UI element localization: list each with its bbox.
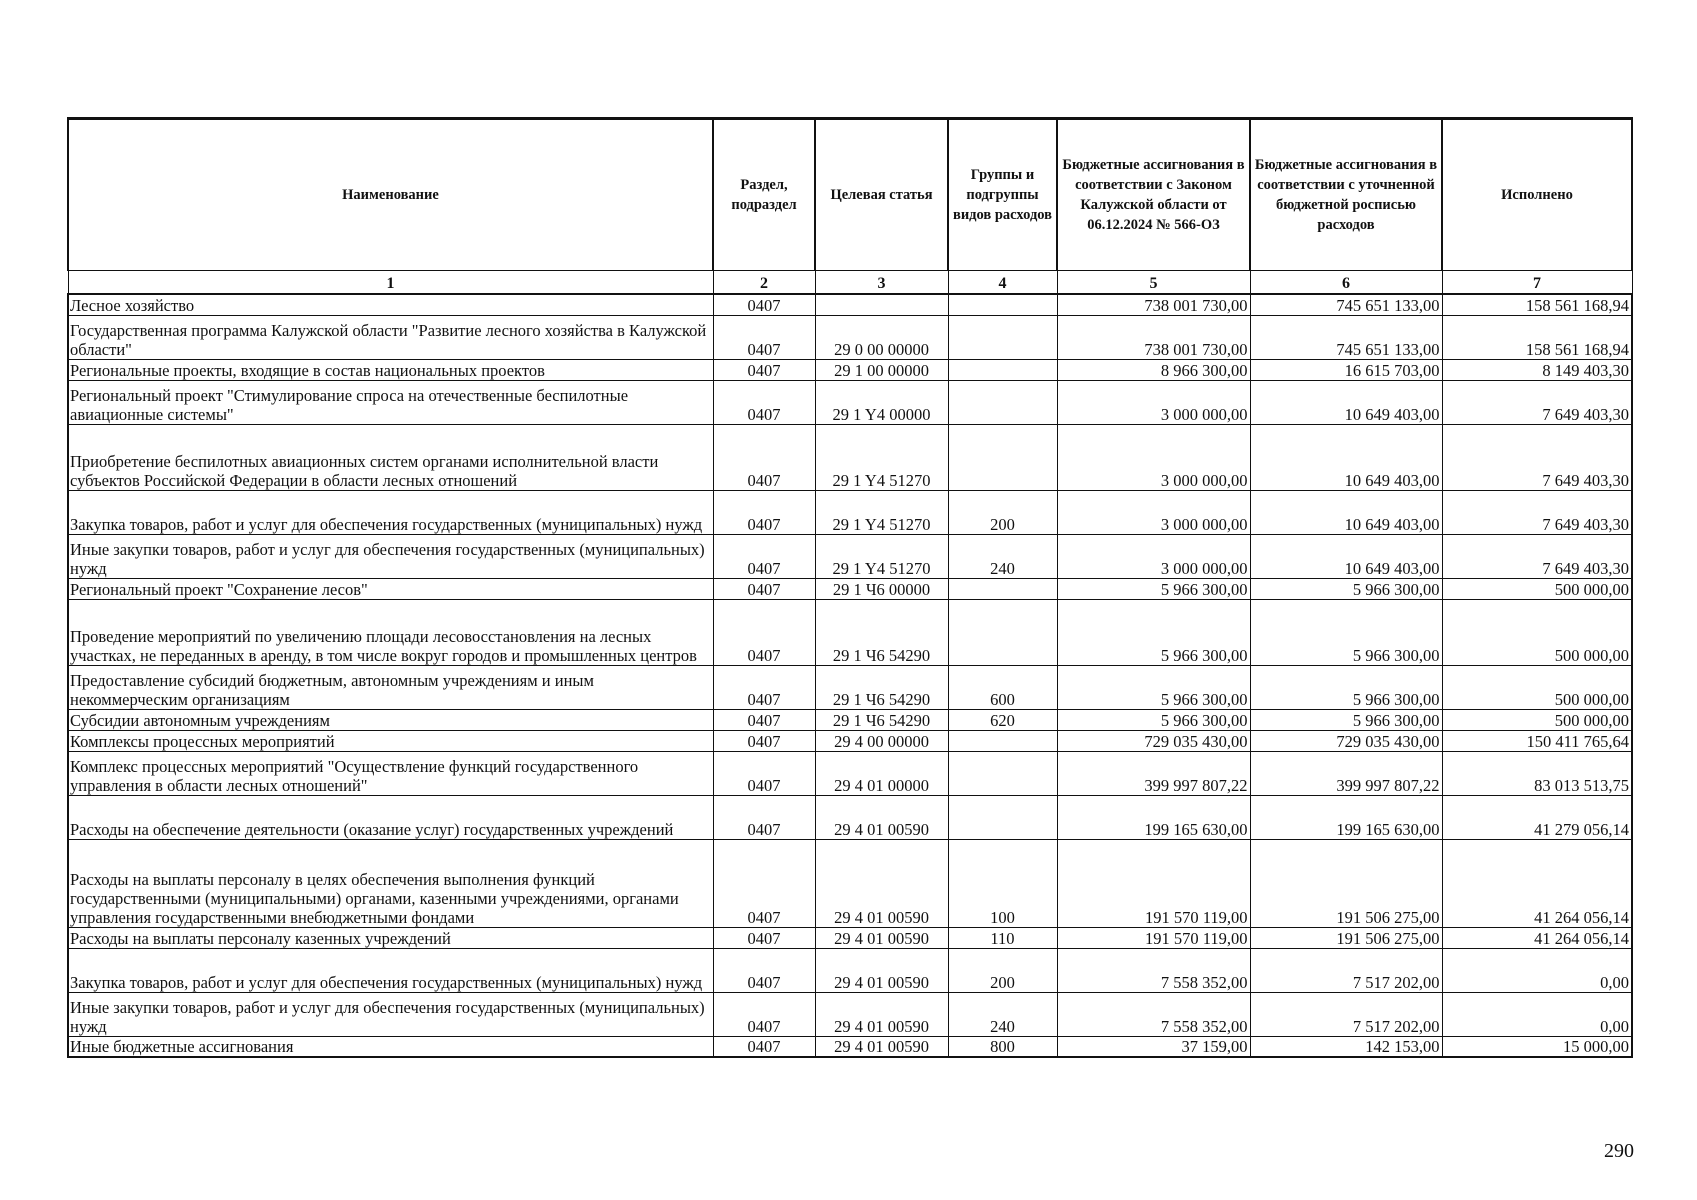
row-target-article-cell: 29 4 01 00000 — [815, 751, 948, 795]
header-target-article: Целевая статья — [815, 119, 948, 271]
row-section-cell: 0407 — [713, 534, 815, 578]
column-number: 7 — [1442, 271, 1632, 295]
row-target-article-cell: 29 1 Y4 00000 — [815, 380, 948, 424]
table-row — [68, 315, 1632, 359]
row-expense-type-cell: 100 — [948, 839, 1057, 927]
page-number: 290 — [1604, 1140, 1634, 1162]
row-target-article-cell: 29 1 Ч6 00000 — [815, 578, 948, 599]
row-expense-type-cell: 200 — [948, 948, 1057, 992]
row-expense-type-cell: 620 — [948, 709, 1057, 730]
row-section-cell: 0407 — [713, 315, 815, 359]
row-target-article-cell — [815, 294, 948, 315]
row-name-cell: Иные бюджетные ассигнования — [68, 1036, 713, 1057]
row-section-cell: 0407 — [713, 751, 815, 795]
row-target-article-cell: 29 0 00 00000 — [815, 315, 948, 359]
row-refined-amount-cell: 745 651 133,00 — [1250, 315, 1442, 359]
table-row — [68, 359, 1632, 380]
row-target-article-cell: 29 4 01 00590 — [815, 948, 948, 992]
row-executed-amount-cell: 150 411 765,64 — [1442, 730, 1632, 751]
row-law-amount-cell: 199 165 630,00 — [1057, 795, 1250, 839]
row-name-cell: Расходы на обеспечение деятельности (оказание услуг) государственных учреждений — [68, 795, 713, 839]
column-number-row — [68, 271, 1632, 295]
row-name-cell: Иные закупки товаров, работ и услуг для обеспечения государственных (муниципальных) нужд — [68, 992, 713, 1036]
row-executed-amount-cell: 83 013 513,75 — [1442, 751, 1632, 795]
row-expense-type-cell: 110 — [948, 927, 1057, 948]
row-refined-amount-cell: 5 966 300,00 — [1250, 709, 1442, 730]
header-law-allocations: Бюджетные ассигнования в соответствии с Законом Калужской области от 06.12.2024 № 566-ОЗ — [1057, 119, 1250, 271]
row-refined-amount-cell: 7 517 202,00 — [1250, 948, 1442, 992]
row-expense-type-cell: 800 — [948, 1036, 1057, 1057]
row-law-amount-cell: 191 570 119,00 — [1057, 927, 1250, 948]
header-name: Наименование — [68, 119, 713, 271]
row-refined-amount-cell: 10 649 403,00 — [1250, 534, 1442, 578]
table-row — [68, 578, 1632, 599]
row-name-cell: Комплекс процессных мероприятий "Осуществление функций государственного управления в области лесных отношений" — [68, 751, 713, 795]
row-law-amount-cell: 7 558 352,00 — [1057, 992, 1250, 1036]
row-executed-amount-cell: 41 264 056,14 — [1442, 839, 1632, 927]
table-row — [68, 927, 1632, 948]
table-row — [68, 534, 1632, 578]
row-expense-type-cell: 240 — [948, 992, 1057, 1036]
row-law-amount-cell: 3 000 000,00 — [1057, 424, 1250, 490]
row-law-amount-cell: 37 159,00 — [1057, 1036, 1250, 1057]
row-executed-amount-cell: 500 000,00 — [1442, 599, 1632, 665]
row-target-article-cell: 29 1 Ч6 54290 — [815, 709, 948, 730]
row-law-amount-cell: 738 001 730,00 — [1057, 294, 1250, 315]
row-law-amount-cell: 7 558 352,00 — [1057, 948, 1250, 992]
row-expense-type-cell: 200 — [948, 490, 1057, 534]
row-section-cell: 0407 — [713, 599, 815, 665]
row-name-cell: Иные закупки товаров, работ и услуг для обеспечения государственных (муниципальных) нужд — [68, 534, 713, 578]
table-row — [68, 839, 1632, 927]
row-law-amount-cell: 3 000 000,00 — [1057, 380, 1250, 424]
table-row — [68, 599, 1632, 665]
column-number: 3 — [815, 271, 948, 295]
row-section-cell: 0407 — [713, 927, 815, 948]
row-target-article-cell: 29 1 Y4 51270 — [815, 424, 948, 490]
row-law-amount-cell: 5 966 300,00 — [1057, 599, 1250, 665]
row-law-amount-cell: 399 997 807,22 — [1057, 751, 1250, 795]
row-section-cell: 0407 — [713, 578, 815, 599]
row-name-cell: Региональный проект "Сохранение лесов" — [68, 578, 713, 599]
row-target-article-cell: 29 4 01 00590 — [815, 839, 948, 927]
row-name-cell: Предоставление субсидий бюджетным, автономным учреждениям и иным некоммерческим организациям — [68, 665, 713, 709]
row-executed-amount-cell: 41 279 056,14 — [1442, 795, 1632, 839]
column-number: 4 — [948, 271, 1057, 295]
row-law-amount-cell: 5 966 300,00 — [1057, 665, 1250, 709]
row-executed-amount-cell: 8 149 403,30 — [1442, 359, 1632, 380]
row-refined-amount-cell: 16 615 703,00 — [1250, 359, 1442, 380]
row-section-cell: 0407 — [713, 380, 815, 424]
row-executed-amount-cell: 500 000,00 — [1442, 665, 1632, 709]
row-refined-amount-cell: 142 153,00 — [1250, 1036, 1442, 1057]
table-row — [68, 1036, 1632, 1057]
row-executed-amount-cell: 0,00 — [1442, 948, 1632, 992]
row-section-cell: 0407 — [713, 665, 815, 709]
row-name-cell: Комплексы процессных мероприятий — [68, 730, 713, 751]
row-expense-type-cell — [948, 730, 1057, 751]
row-executed-amount-cell: 500 000,00 — [1442, 578, 1632, 599]
header-row — [68, 119, 1632, 271]
table-row — [68, 709, 1632, 730]
table-row — [68, 992, 1632, 1036]
row-section-cell: 0407 — [713, 490, 815, 534]
row-expense-type-cell — [948, 599, 1057, 665]
budget-sheet — [67, 117, 1631, 1058]
row-section-cell: 0407 — [713, 424, 815, 490]
row-target-article-cell: 29 4 01 00590 — [815, 795, 948, 839]
header-section: Раздел, подраздел — [713, 119, 815, 271]
table-row — [68, 751, 1632, 795]
row-target-article-cell: 29 1 Ч6 54290 — [815, 665, 948, 709]
row-expense-type-cell — [948, 315, 1057, 359]
row-expense-type-cell — [948, 751, 1057, 795]
row-section-cell: 0407 — [713, 294, 815, 315]
row-refined-amount-cell: 7 517 202,00 — [1250, 992, 1442, 1036]
row-expense-type-cell — [948, 359, 1057, 380]
row-executed-amount-cell: 158 561 168,94 — [1442, 294, 1632, 315]
table-row — [68, 795, 1632, 839]
row-executed-amount-cell: 15 000,00 — [1442, 1036, 1632, 1057]
row-target-article-cell: 29 4 00 00000 — [815, 730, 948, 751]
row-refined-amount-cell: 191 506 275,00 — [1250, 839, 1442, 927]
row-name-cell: Государственная программа Калужской области "Развитие лесного хозяйства в Калужской области" — [68, 315, 713, 359]
row-name-cell: Расходы на выплаты персоналу казенных учреждений — [68, 927, 713, 948]
table-row — [68, 490, 1632, 534]
row-expense-type-cell: 600 — [948, 665, 1057, 709]
row-name-cell: Закупка товаров, работ и услуг для обеспечения государственных (муниципальных) нужд — [68, 948, 713, 992]
budget-table — [67, 117, 1633, 1058]
row-name-cell: Приобретение беспилотных авиационных систем органами исполнительной власти субъектов Российской Федерации в области лесных отношений — [68, 424, 713, 490]
row-section-cell: 0407 — [713, 730, 815, 751]
row-target-article-cell: 29 4 01 00590 — [815, 992, 948, 1036]
row-expense-type-cell — [948, 795, 1057, 839]
row-target-article-cell: 29 4 01 00590 — [815, 1036, 948, 1057]
table-row — [68, 380, 1632, 424]
row-name-cell: Проведение мероприятий по увеличению площади лесовосстановления на лесных участках, не переданных в аренду, в том числе вокруг городов и промышленных центров — [68, 599, 713, 665]
row-section-cell: 0407 — [713, 948, 815, 992]
table-row — [68, 665, 1632, 709]
row-target-article-cell: 29 1 00 00000 — [815, 359, 948, 380]
row-name-cell: Региональные проекты, входящие в состав национальных проектов — [68, 359, 713, 380]
row-executed-amount-cell: 0,00 — [1442, 992, 1632, 1036]
row-executed-amount-cell: 7 649 403,30 — [1442, 490, 1632, 534]
row-expense-type-cell: 240 — [948, 534, 1057, 578]
header-executed: Исполнено — [1442, 119, 1632, 271]
row-refined-amount-cell: 745 651 133,00 — [1250, 294, 1442, 315]
row-law-amount-cell: 5 966 300,00 — [1057, 578, 1250, 599]
row-law-amount-cell: 3 000 000,00 — [1057, 490, 1250, 534]
row-section-cell: 0407 — [713, 1036, 815, 1057]
row-expense-type-cell — [948, 294, 1057, 315]
row-executed-amount-cell: 7 649 403,30 — [1442, 424, 1632, 490]
row-name-cell: Лесное хозяйство — [68, 294, 713, 315]
table-row — [68, 424, 1632, 490]
row-executed-amount-cell: 500 000,00 — [1442, 709, 1632, 730]
column-number: 2 — [713, 271, 815, 295]
column-number: 5 — [1057, 271, 1250, 295]
row-target-article-cell: 29 1 Y4 51270 — [815, 490, 948, 534]
table-row — [68, 948, 1632, 992]
row-refined-amount-cell: 5 966 300,00 — [1250, 578, 1442, 599]
row-expense-type-cell — [948, 578, 1057, 599]
row-name-cell: Региональный проект "Стимулирование спроса на отечественные беспилотные авиационные системы" — [68, 380, 713, 424]
row-law-amount-cell: 5 966 300,00 — [1057, 709, 1250, 730]
row-refined-amount-cell: 10 649 403,00 — [1250, 380, 1442, 424]
row-refined-amount-cell: 10 649 403,00 — [1250, 424, 1442, 490]
row-refined-amount-cell: 191 506 275,00 — [1250, 927, 1442, 948]
column-number: 1 — [68, 271, 713, 295]
row-name-cell: Субсидии автономным учреждениям — [68, 709, 713, 730]
row-target-article-cell: 29 4 01 00590 — [815, 927, 948, 948]
column-number: 6 — [1250, 271, 1442, 295]
row-refined-amount-cell: 10 649 403,00 — [1250, 490, 1442, 534]
header-refined-allocations: Бюджетные ассигнования в соответствии с уточненной бюджетной росписью расходов — [1250, 119, 1442, 271]
row-executed-amount-cell: 7 649 403,30 — [1442, 534, 1632, 578]
table-row — [68, 730, 1632, 751]
row-section-cell: 0407 — [713, 795, 815, 839]
row-expense-type-cell — [948, 424, 1057, 490]
row-refined-amount-cell: 5 966 300,00 — [1250, 599, 1442, 665]
row-section-cell: 0407 — [713, 359, 815, 380]
row-target-article-cell: 29 1 Y4 51270 — [815, 534, 948, 578]
row-refined-amount-cell: 199 165 630,00 — [1250, 795, 1442, 839]
row-section-cell: 0407 — [713, 709, 815, 730]
row-law-amount-cell: 191 570 119,00 — [1057, 839, 1250, 927]
table-row — [68, 294, 1632, 315]
row-law-amount-cell: 8 966 300,00 — [1057, 359, 1250, 380]
row-section-cell: 0407 — [713, 839, 815, 927]
row-refined-amount-cell: 5 966 300,00 — [1250, 665, 1442, 709]
header-expense-groups: Группы и подгруппы видов расходов — [948, 119, 1057, 271]
row-law-amount-cell: 3 000 000,00 — [1057, 534, 1250, 578]
row-expense-type-cell — [948, 380, 1057, 424]
row-name-cell: Расходы на выплаты персоналу в целях обеспечения выполнения функций государственными (муниципальными) органами, казенными учреждениями, органами управления государственными внебюджетными фондами — [68, 839, 713, 927]
row-law-amount-cell: 729 035 430,00 — [1057, 730, 1250, 751]
row-section-cell: 0407 — [713, 992, 815, 1036]
row-executed-amount-cell: 7 649 403,30 — [1442, 380, 1632, 424]
row-law-amount-cell: 738 001 730,00 — [1057, 315, 1250, 359]
row-target-article-cell: 29 1 Ч6 54290 — [815, 599, 948, 665]
row-executed-amount-cell: 158 561 168,94 — [1442, 315, 1632, 359]
row-executed-amount-cell: 41 264 056,14 — [1442, 927, 1632, 948]
row-name-cell: Закупка товаров, работ и услуг для обеспечения государственных (муниципальных) нужд — [68, 490, 713, 534]
row-refined-amount-cell: 399 997 807,22 — [1250, 751, 1442, 795]
row-refined-amount-cell: 729 035 430,00 — [1250, 730, 1442, 751]
